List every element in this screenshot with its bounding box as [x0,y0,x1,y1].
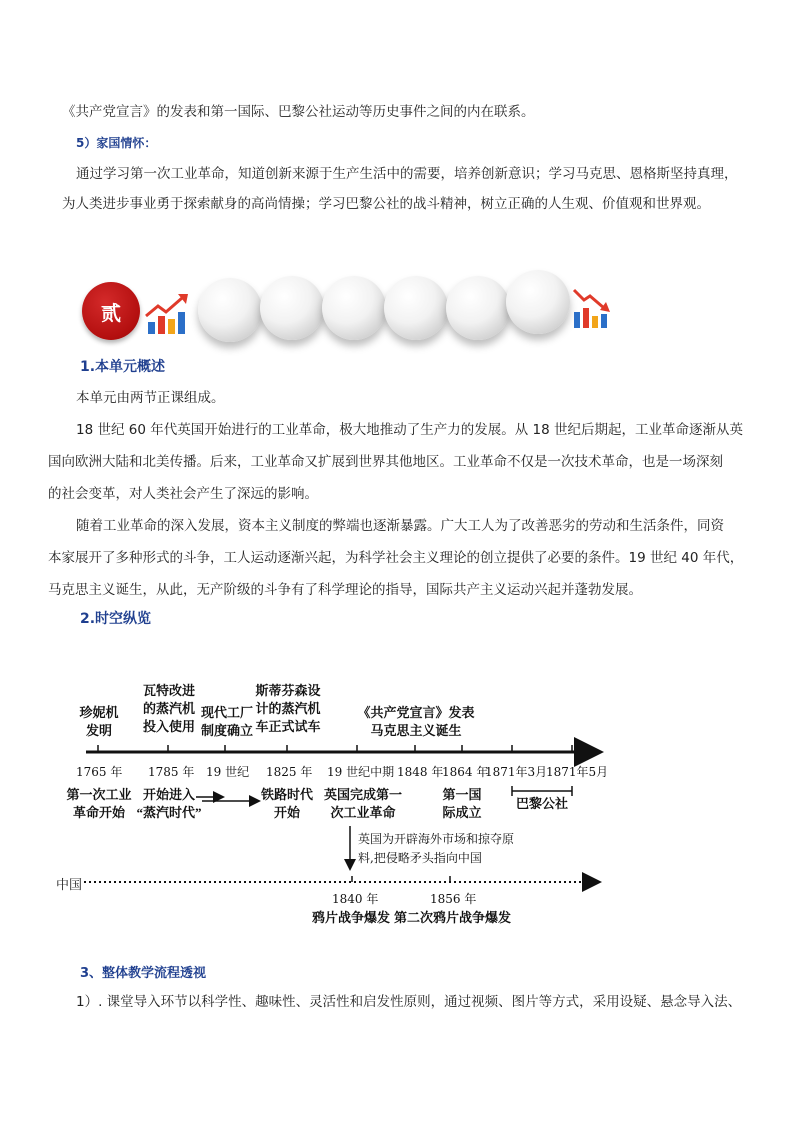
china-label: 中国 [56,878,83,893]
china-date: 1840 年 [332,892,379,906]
heading-jiaguo: 5）家国情怀： [76,136,157,150]
event-communist-manifesto: 《共产党宣言》发表 马克思主义诞生 [357,705,475,738]
date-label: 19 世纪中期 [327,765,395,779]
overview-line: 18 世纪 60 年代英国开始进行的工业革命，极大地推动了生产力的发展。从 18 世纪后期起，工业革命逐渐从英 [76,422,743,438]
date-label: 1825 年 [266,765,313,779]
overview-line: 随着工业革命的深入发展，资本主义制度的弊端也逐渐暴露。广大工人为了改善恶劣的劳动和生活条件，同资 [76,518,724,534]
china-date: 1856 年 [430,892,477,906]
overview-line: 马克思主义诞生，从此，无产阶级的斗争有了科学理论的指导，国际共产主义运动兴起并蓬勃发展。 [48,582,642,598]
event-watt-steam-engine: 瓦特改进 的蒸汽机 投入使用 [142,683,195,734]
event-stephenson-locomotive: 斯蒂芬森设 计的蒸汽机 车正式试车 [255,683,321,734]
paragraph-jiaguo-line1: 通过学习第一次工业革命，知道创新来源于生产生活中的需要，培养创新意识；学习马克思、恩格斯坚持真理， [76,166,738,182]
date-label: 1765 年 [76,765,123,779]
event-first-industrial-revolution: 第一次工业 革命开始 [66,787,132,820]
event-britain-completes-revolution: 英国完成第一 次工业革命 [323,787,402,820]
paragraph-jiaguo-line2: 为人类进步事业勇于探索献身的高尚情操；学习巴黎公社的战斗精神，树立正确的人生观、价值观和世界观。 [62,196,710,212]
badge-label: 贰 [101,301,121,325]
event-first-international: 第一国 际成立 [442,787,482,820]
overview-line: 国向欧洲大陆和北美传播。后来，工业革命又扩展到世界其他地区。工业革命不仅是一次技术革命，也是一场深刻 [48,454,723,470]
event-spinning-jenny: 珍妮机 发明 [79,705,119,738]
overview-line: 的社会变革，对人类社会产生了深远的影响。 [48,486,318,502]
paragraph-top: 《共产党宣言》的发表和第一国际、巴黎公社运动等历史事件之间的内在联系。 [62,104,535,120]
overview-line: 本家展开了多种形式的斗争，工人运动逐渐兴起，为科学社会主义理论的创立提供了必要的条件。19 世纪 40 年代， [48,550,744,566]
note-britain-invades-china: 英国为开辟海外市场和掠夺原 料,把侵略矛头指向中国 [358,832,515,865]
event-factory-system: 现代工厂 制度确立 [200,705,253,738]
event-second-opium-war: 第二次鸦片战争爆发 [394,910,512,925]
date-label: 1848 年 [397,765,444,779]
date-label: 1871年5月 [546,765,609,779]
section-title-overview: 1.本单元概述 [80,359,166,375]
section-title-teaching-flow: 3、整体教学流程透视 [80,966,207,981]
date-label: 19 世纪 [206,765,250,779]
overview-line: 本单元由两节正课组成。 [76,390,225,406]
date-label: 1871年3月 [485,765,548,779]
date-label: 1785 年 [148,765,195,779]
event-steam-age: 开始进入 “蒸汽时代” [136,787,202,820]
teaching-flow-line1: 1）. 课堂导入环节以科学性、趣味性、灵活性和启发性原则，通过视频、图片等方式，采用设疑、悬念导入法、 [76,994,742,1010]
section-title-timeline: 2.时空纵览 [80,611,152,627]
event-paris-commune: 巴黎公社 [515,796,568,811]
event-opium-war: 鸦片战争爆发 [311,910,390,925]
event-railway-age: 铁路时代 开始 [260,787,313,820]
date-label: 1864 年 [442,765,489,779]
